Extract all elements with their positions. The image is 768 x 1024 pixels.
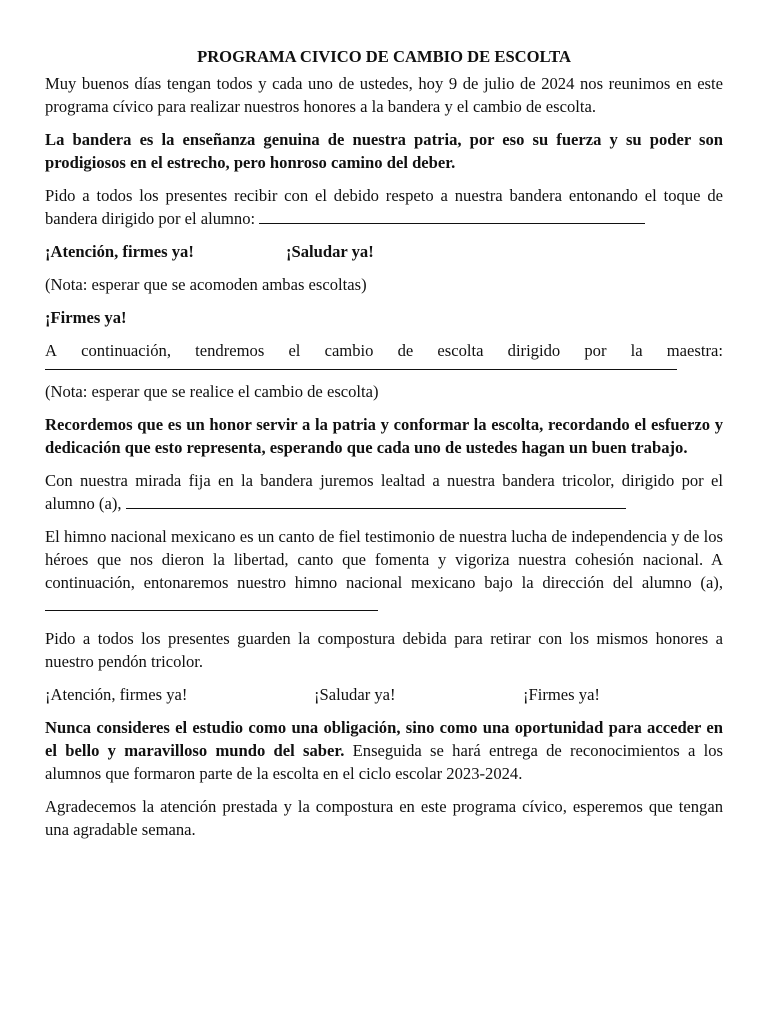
anthem-text: El himno nacional mexicano es un canto de fiel testimonio de nuestra lucha de independencia y de los héroes que nos dieron la libertad, canto que fomenta y vigoriza nuestra cohesión nacional. A continuación, entonaremos nuestro himno nacional mexicano bajo la dirección del alumno (a), <box>45 527 723 592</box>
teacher-name-blank <box>45 362 677 370</box>
flag-call-text: Pido a todos los presentes recibir con el debido respeto a nuestra bandera entonando el toque de bandera dirigido por el alumno: <box>45 186 723 228</box>
student-name-blank-2 <box>126 493 626 509</box>
escort-change-word: cambio <box>324 341 374 360</box>
escort-change-word: escolta <box>437 341 484 360</box>
note-escorts-arrange: (Nota: esperar que se acomoden ambas escoltas) <box>45 275 367 294</box>
document-page <box>45 45 723 851</box>
flag-call-paragraph <box>45 184 723 230</box>
escort-change-word: el <box>288 341 301 360</box>
note-escort-change: (Nota: esperar que se realice el cambio de escolta) <box>45 382 379 401</box>
escort-change-word: por <box>584 341 607 360</box>
command-attention-3: ¡Atención, firmes ya! <box>45 685 188 704</box>
student-name-blank-1 <box>259 208 645 224</box>
recognition-text: Enseguida se hará entrega de reconocimientos a los alumnos que formaron parte de la escolta en el ciclo escolar 2023-2024. <box>45 741 723 783</box>
farewell-paragraph: Pido a todos los presentes guarden la compostura debida para retirar con los mismos honores a nuestro pendón tricolor. <box>45 629 723 671</box>
escort-change-paragraph <box>45 339 723 370</box>
document-title: PROGRAMA CIVICO DE CAMBIO DE ESCOLTA <box>197 47 571 66</box>
command-attention-2: ¡Firmes ya! <box>45 308 127 327</box>
student-name-blank-3 <box>45 595 378 611</box>
oath-text: Con nuestra mirada fija en la bandera juremos lealtad a nuestra bandera tricolor, dirigido por el alumno (a), <box>45 471 723 513</box>
escort-change-word: la <box>630 341 643 360</box>
escort-change-word: maestra: <box>666 341 723 360</box>
command-attention-4: ¡Firmes ya! <box>523 685 600 704</box>
command-row-2 <box>45 683 723 706</box>
closing-paragraph: Agradecemos la atención prestada y la compostura en este programa cívico, esperemos que tengan una agradable semana. <box>45 797 723 839</box>
escort-change-word: de <box>397 341 414 360</box>
command-row-1 <box>45 240 723 263</box>
study-quote: Nunca consideres el estudio como una obligación, sino como una oportunidad para acceder en el bello y maravilloso mundo del saber. <box>45 718 723 760</box>
command-salute: ¡Saludar ya! <box>286 242 374 261</box>
anthem-paragraph <box>45 525 723 617</box>
study-paragraph <box>45 716 723 785</box>
escort-change-word: A <box>45 341 57 360</box>
escort-change-word: continuación, <box>81 341 171 360</box>
escort-change-word: dirigido <box>507 341 561 360</box>
escort-change-word: tendremos <box>195 341 265 360</box>
escort-change-text <box>45 339 723 362</box>
command-salute-2: ¡Saludar ya! <box>314 685 396 704</box>
oath-paragraph <box>45 469 723 515</box>
flag-statement: La bandera es la enseñanza genuina de nuestra patria, por eso su fuerza y su poder son prodigiosos en el estrecho, pero honroso camino del deber. <box>45 130 723 172</box>
intro-paragraph: Muy buenos días tengan todos y cada uno de ustedes, hoy 9 de julio de 2024 nos reunimos en este programa cívico para realizar nuestros honores a la bandera y el cambio de escolta. <box>45 74 723 116</box>
command-attention: ¡Atención, firmes ya! <box>45 242 194 261</box>
honor-statement: Recordemos que es un honor servir a la patria y conformar la escolta, recordando el esfuerzo y dedicación que esto representa, esperando que cada uno de ustedes hagan un buen trabajo. <box>45 415 723 457</box>
